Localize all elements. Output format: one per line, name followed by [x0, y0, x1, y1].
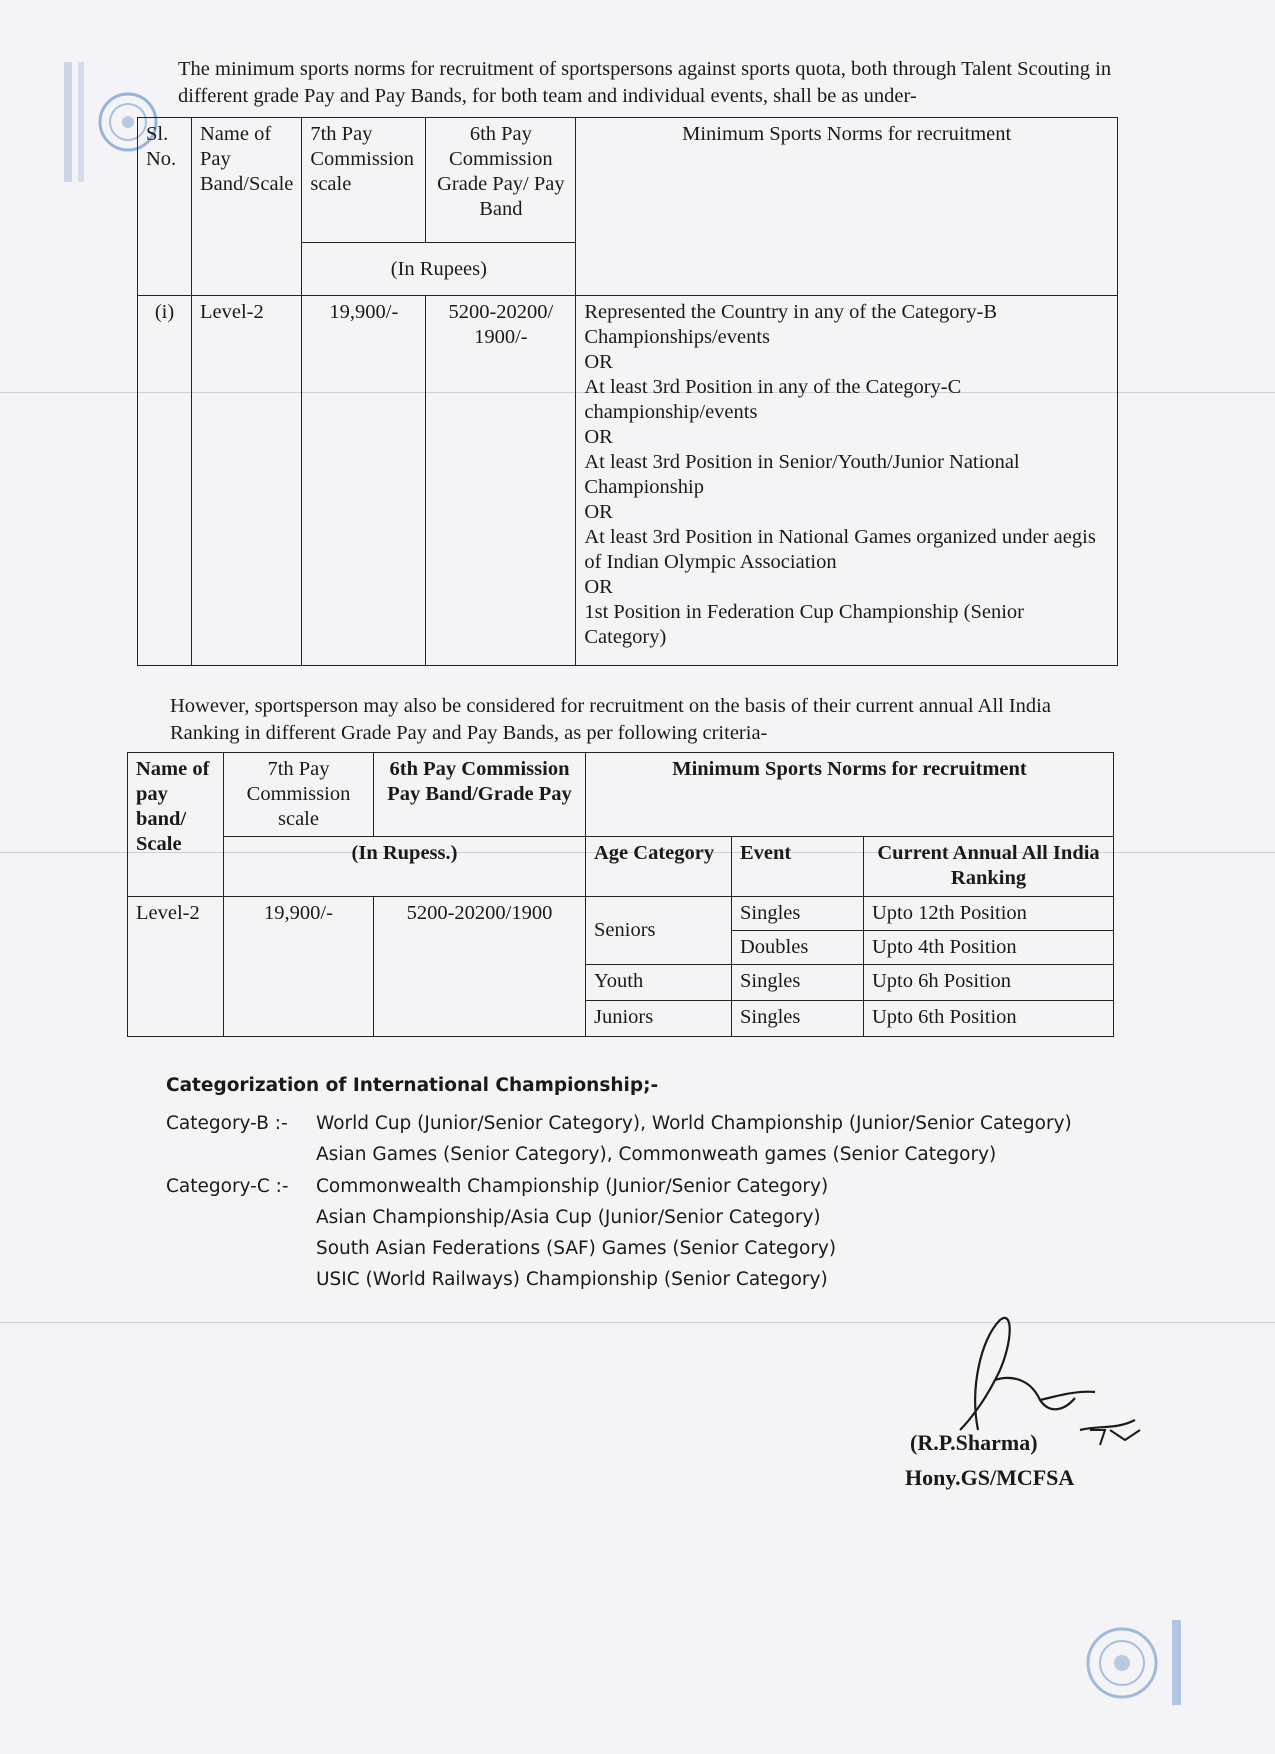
- norms-or: OR: [584, 351, 613, 373]
- norms-or: OR: [584, 501, 613, 523]
- norms-or: OR: [584, 426, 613, 448]
- norms-line: At least 3rd Position in any of the Category-C championship/events: [584, 376, 962, 423]
- row-level: Level-2: [192, 296, 302, 666]
- header-in-rupees: (In Rupees): [302, 243, 576, 296]
- bottom-stamp-icon: [1080, 1615, 1190, 1710]
- header-min-norms: Minimum Sports Norms for recruitment: [586, 753, 1114, 837]
- row-sl: (i): [138, 296, 192, 666]
- intro-paragraph: The minimum sports norms for recruitment of sportspersons against sports quota, both through Talent Scouting in different grade Pay and Pay Bands, for both team and individual events, shall be as under-: [178, 58, 1112, 107]
- row-age: Seniors: [586, 897, 732, 965]
- sports-norms-table: [137, 117, 1118, 666]
- row-pay7: 19,900/-: [224, 897, 374, 1037]
- row-event: Singles: [732, 1001, 864, 1037]
- row-event: Singles: [732, 965, 864, 1001]
- table-row: [138, 296, 1118, 666]
- row-age: Juniors: [586, 1001, 732, 1037]
- category-c-label: Category-C :-: [166, 1176, 289, 1197]
- norms-line: 1st Position in Federation Cup Championship (Senior Category): [584, 601, 1024, 648]
- header-in-rupees: (In Rupess.): [224, 837, 586, 897]
- header-6th-pay: 6th Pay Commission Grade Pay/ Pay Band: [426, 118, 576, 243]
- row-pay6: 5200-20200/ 1900/-: [426, 296, 576, 666]
- header-min-norms: Minimum Sports Norms for recruitment: [576, 118, 1118, 296]
- category-b-item: Asian Games (Senior Category), Commonweath games (Senior Category): [316, 1144, 997, 1165]
- row-pay7: 19,900/-: [302, 296, 426, 666]
- category-c-item: Asian Championship/Asia Cup (Junior/Senior Category): [316, 1207, 821, 1228]
- ranking-paragraph: However, sportsperson may also be considered for recruitment on the basis of their current annual All India Ranking in different Grade Pay and Pay Bands, as per following criteria-: [170, 695, 1051, 744]
- row-rank: Upto 6th Position: [864, 1001, 1114, 1037]
- norms-line: Represented the Country in any of the Category-B Championships/events: [584, 301, 998, 348]
- table-row: [128, 897, 1114, 931]
- row-event: Singles: [732, 897, 864, 931]
- row-pay6: 5200-20200/1900: [374, 897, 586, 1037]
- signatory-designation: Hony.GS/MCFSA: [905, 1465, 1075, 1490]
- signatory-name: (R.P.Sharma): [910, 1430, 1038, 1455]
- header-age-category: Age Category: [586, 837, 732, 897]
- row-rank: Upto 12th Position: [864, 897, 1114, 931]
- row-age: Youth: [586, 965, 732, 1001]
- header-6th-pay: 6th Pay Commission Pay Band/Grade Pay: [374, 753, 586, 837]
- header-ranking: Current Annual All India Ranking: [864, 837, 1114, 897]
- category-c-item: USIC (World Railways) Championship (Senior Category): [316, 1269, 828, 1290]
- categorization-title: Categorization of International Championship;-: [166, 1075, 659, 1096]
- row-norms: [576, 296, 1118, 666]
- header-pay-band-name: Name of pay band/ Scale: [128, 753, 224, 897]
- ranking-table: [127, 752, 1114, 1037]
- row-event: Doubles: [732, 931, 864, 965]
- category-c-item: South Asian Federations (SAF) Games (Senior Category): [316, 1238, 837, 1259]
- norms-or: OR: [584, 576, 613, 598]
- row-rank: Upto 4th Position: [864, 931, 1114, 965]
- category-b-item: World Cup (Junior/Senior Category), World Championship (Junior/Senior Category): [316, 1113, 1072, 1134]
- header-7th-pay: 7th Pay Commission scale: [224, 753, 374, 837]
- header-sl-no: Sl. No.: [138, 118, 192, 296]
- row-rank: Upto 6h Position: [864, 965, 1114, 1001]
- row-level: Level-2: [128, 897, 224, 1037]
- header-7th-pay: 7th Pay Commission scale: [302, 118, 426, 243]
- category-c-item: Commonwealth Championship (Junior/Senior Category): [316, 1176, 829, 1197]
- header-event: Event: [732, 837, 864, 897]
- header-pay-band-name: Name of Pay Band/Scale: [192, 118, 302, 296]
- category-b-label: Category-B :-: [166, 1113, 288, 1134]
- norms-line: At least 3rd Position in Senior/Youth/Junior National Championship: [584, 451, 1020, 498]
- norms-line: At least 3rd Position in National Games organized under aegis of Indian Olympic Association: [584, 526, 1096, 573]
